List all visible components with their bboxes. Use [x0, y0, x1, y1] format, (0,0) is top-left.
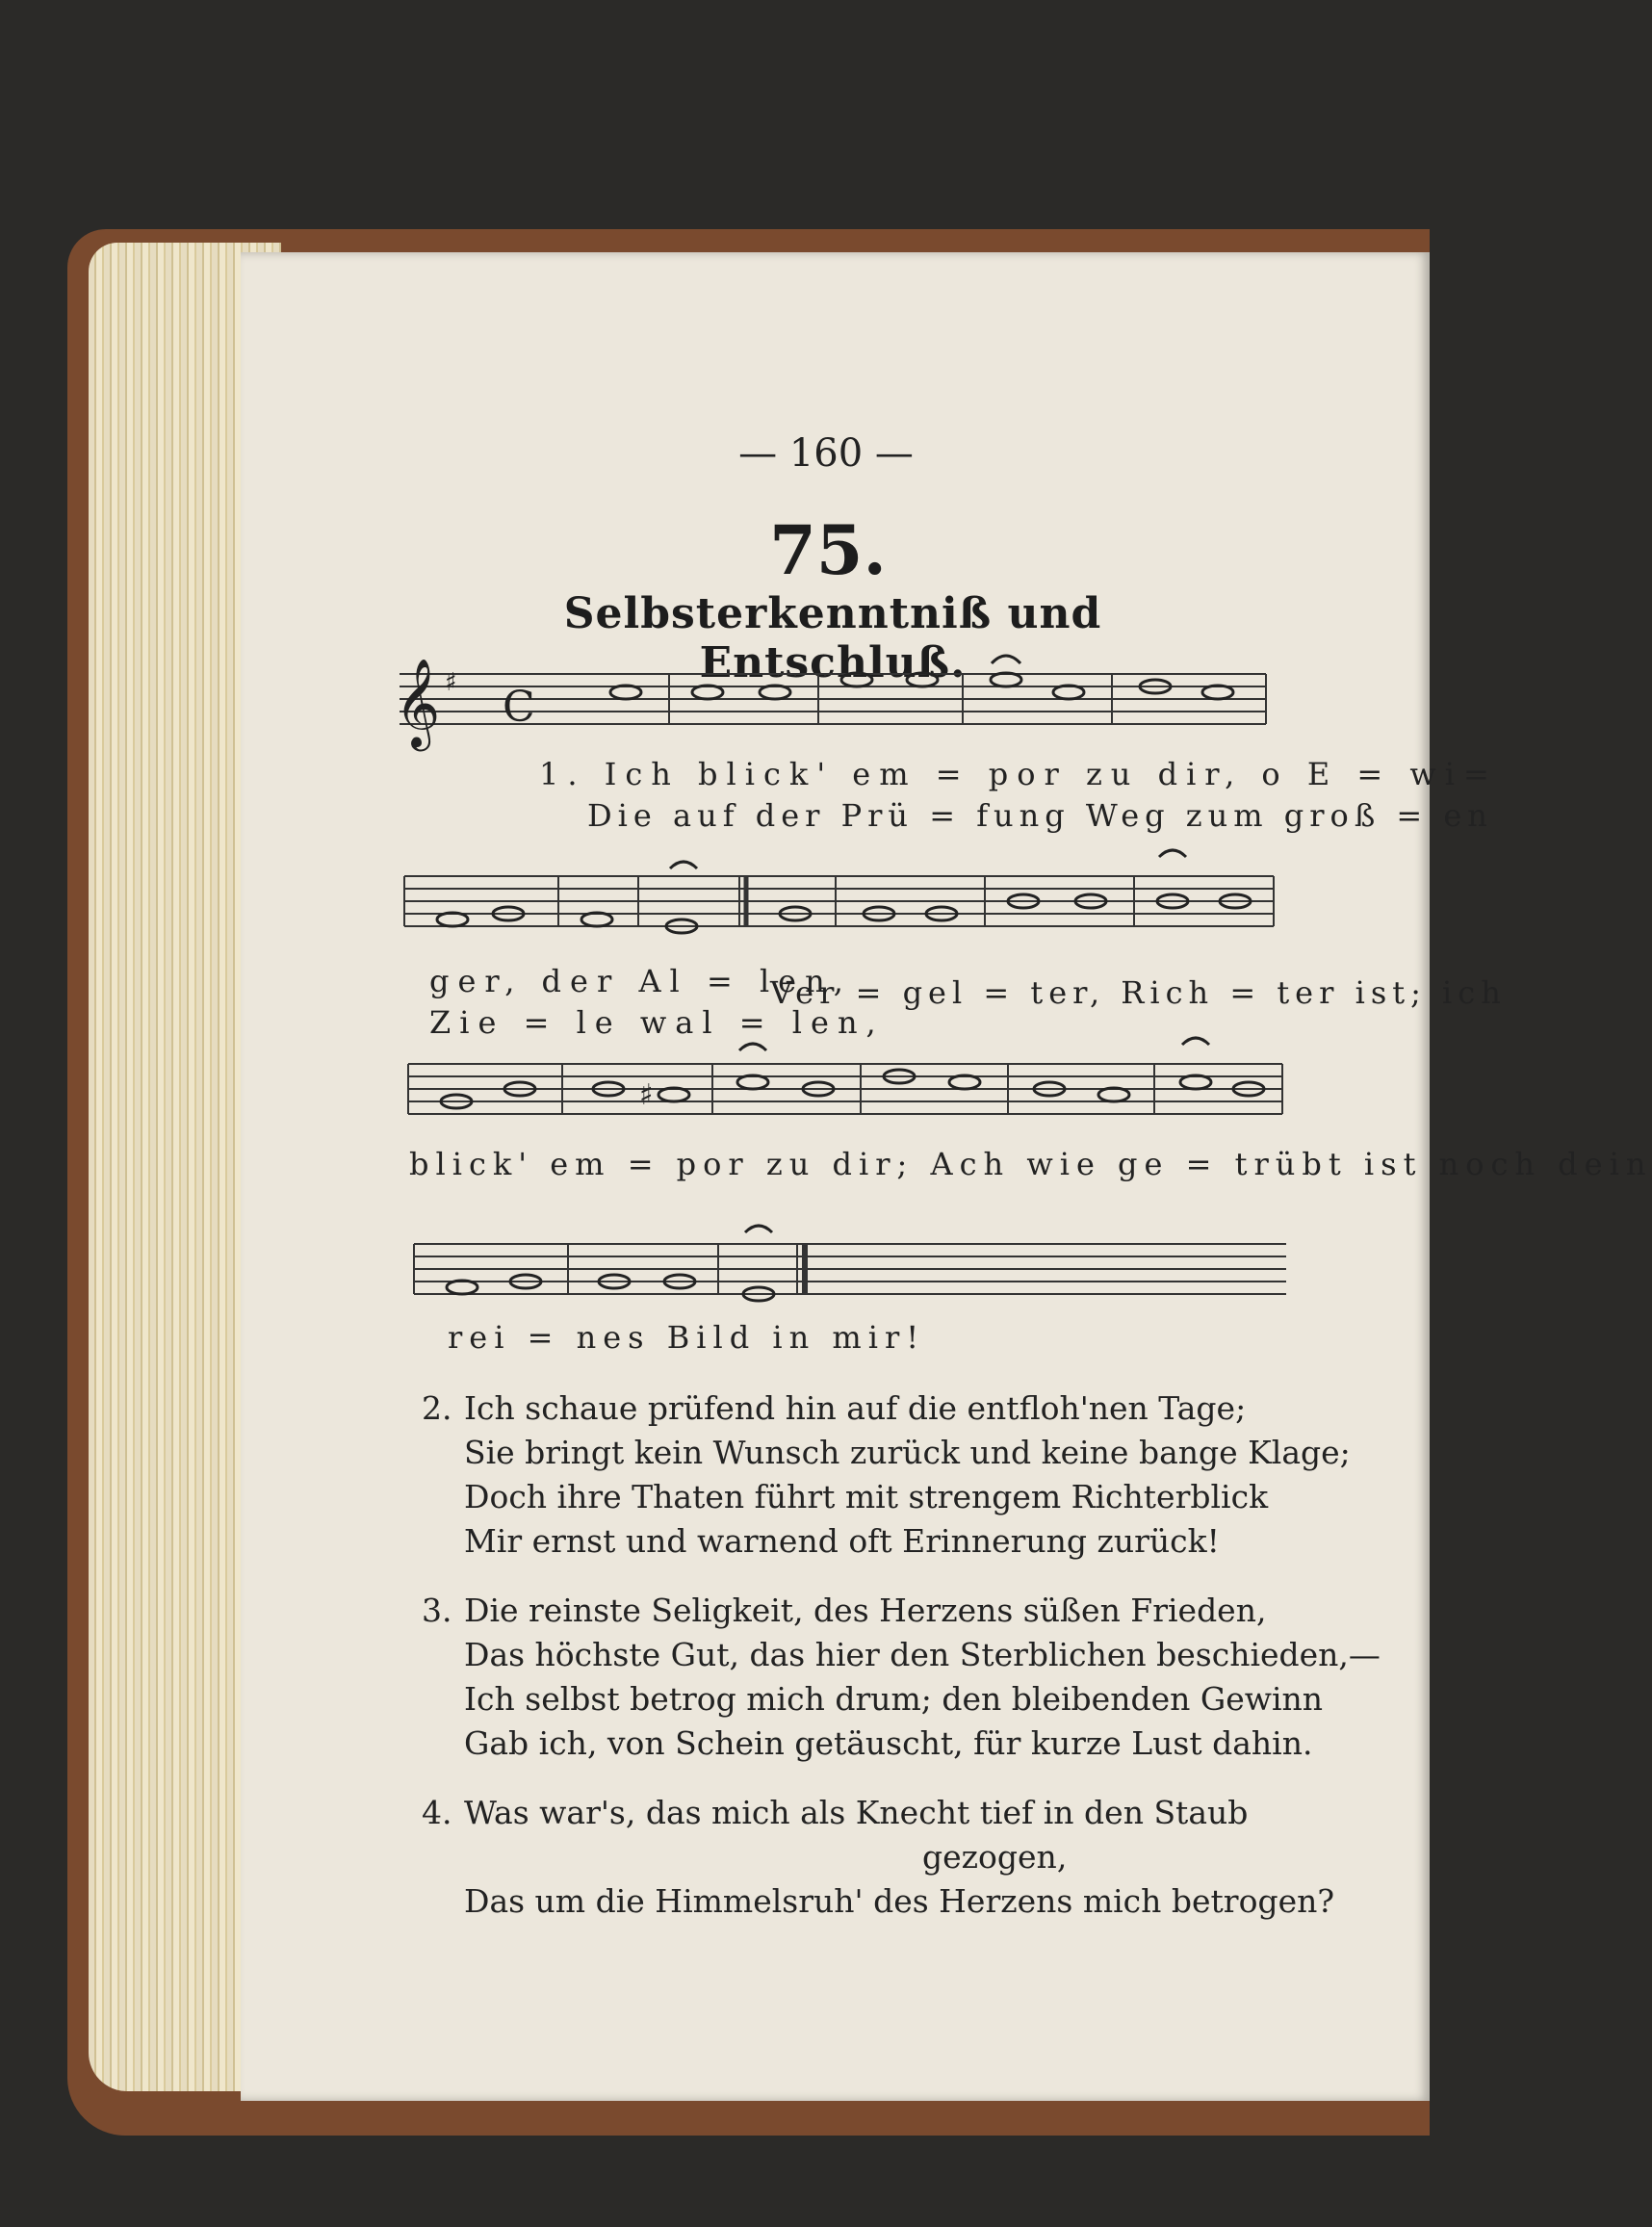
page-number: — 160 — [738, 431, 914, 476]
verse-line: Gab ich, von Schein getäuscht, für kurze Lust dahin. [464, 1724, 1313, 1762]
verse-number: 3. [422, 1592, 452, 1629]
verse-line: Was war's, das mich als Knecht tief in den Staub [464, 1794, 1249, 1831]
music-staff-row-1 [395, 650, 1271, 756]
lyrics-row-3: blick' em = por zu dir; Ach wie ge = trübt ist noch dein [409, 1146, 1652, 1182]
music-staff-row-3 [406, 1035, 1287, 1141]
verse-line: gezogen, [922, 1838, 1068, 1876]
verse-line: Die reinste Seligkeit, des Herzens süßen Frieden, [464, 1592, 1267, 1629]
fermata-icon [1182, 1038, 1209, 1045]
verse-line: Mir ernst und warnend oft Erinnerung zurück! [464, 1522, 1220, 1560]
verse-2 [422, 1386, 1351, 1564]
lyrics-row-1-line-1: 1. Ich blick' em = por zu dir, o E = wi= [539, 756, 1498, 792]
verse-4 [422, 1791, 1346, 1924]
fermata-icon [745, 1226, 772, 1232]
verse-number: 4. [422, 1794, 452, 1831]
music-staff-row-4 [412, 1215, 1293, 1321]
lyrics-row-2-line-2a: Zie = le wal = len, [429, 1004, 885, 1041]
fermata-icon [992, 656, 1020, 663]
song-number: 75. [769, 510, 887, 590]
verse-line: Ich schaue prüfend hin auf die entfloh'nen Tage; [464, 1389, 1247, 1427]
verses [422, 1386, 1381, 1949]
sharp-accidental-icon: ♯ [639, 1078, 654, 1112]
fermata-icon [670, 862, 697, 868]
verse-3 [422, 1589, 1381, 1766]
treble-clef-icon: 𝄞 [395, 658, 441, 747]
lyrics-row-2-line-1a: ger, der Al = len, [429, 963, 852, 999]
key-signature: ♯ [445, 668, 457, 697]
lyrics-row-2-line-1b: Ver = gel = ter, Rich = ter ist; ich [770, 974, 1507, 1011]
verse-line: Doch ihre Thaten führt mit strengem Richterblick [464, 1478, 1269, 1515]
music-staff-row-2 [402, 847, 1278, 953]
song-title: Selbsterkenntniß und Entschluß. [563, 589, 1102, 687]
lyrics-row-1-line-2: Die auf der Prü = fung Weg zum groß = en [587, 797, 1493, 834]
verse-line: Ich selbst betrog mich drum; den bleibenden Gewinn [464, 1680, 1324, 1718]
time-signature: C [503, 683, 535, 732]
verse-number: 2. [422, 1389, 452, 1427]
verse-line: Das um die Himmelsruh' des Herzens mich betrogen? [464, 1882, 1335, 1920]
verse-line: Sie bringt kein Wunsch zurück und keine bange Klage; [464, 1434, 1351, 1471]
fermata-icon [739, 1044, 766, 1050]
verse-line: Das höchste Gut, das hier den Sterblichen beschieden,— [464, 1636, 1381, 1673]
lyrics-row-4: rei = nes Bild in mir! [448, 1319, 926, 1356]
fermata-icon [1159, 850, 1186, 857]
